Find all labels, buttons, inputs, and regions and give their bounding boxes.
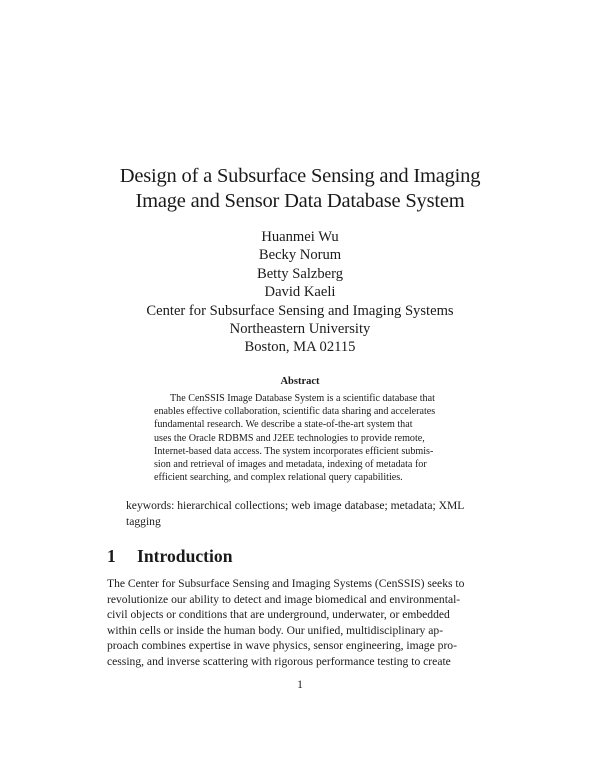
body-line: revolutionize our ability to detect and image biomedical and environmental- — [107, 592, 461, 606]
abstract-line: efficient searching, and complex relational query capabilities. — [154, 472, 403, 484]
body-line: proach combines expertise in wave physics, sensor engineering, image pro- — [107, 639, 457, 652]
abstract-line: Internet-based data access. The system incorporates efficient submis- — [154, 445, 434, 457]
body-line: cessing, and inverse scattering with rigorous performance testing to create — [107, 654, 451, 668]
paper-title — [60, 164, 540, 214]
title-line-2: Image and Sensor Data Database System — [135, 190, 465, 212]
body-line: The Center for Subsurface Sensing and Imaging Systems (CenSSIS) seeks to — [107, 577, 465, 590]
title-line-1: Design of a Subsurface Sensing and Imaging — [119, 165, 481, 187]
section-heading — [107, 546, 233, 567]
affiliation-line: Center for Subsurface Sensing and Imaging Systems — [146, 302, 454, 319]
author-name: Betty Salzberg — [256, 265, 344, 282]
section-body — [107, 576, 495, 669]
author-name: David Kaeli — [264, 284, 336, 301]
abstract-body — [154, 392, 454, 484]
author-name: Huanmei Wu — [261, 229, 339, 245]
affiliation-line: Boston, MA 02115 — [244, 339, 356, 356]
author-block — [60, 228, 540, 357]
abstract-line: uses the Oracle RDBMS and J2EE technologies to provide remote, — [154, 432, 425, 444]
abstract-line: enables effective collaboration, scientific data sharing and accelerates — [154, 406, 436, 418]
keywords-line: keywords: hierarchical collections; web image database; metadata; XML — [126, 499, 465, 512]
page-number: 1 — [297, 678, 303, 691]
body-line: civil objects or conditions that are underground, underwater, or embedded — [107, 608, 450, 621]
abstract-line: The CenSSIS Image Database System is a scientific database that — [170, 393, 435, 404]
affiliation-line: Northeastern University — [229, 321, 371, 338]
abstract-line: fundamental research. We describe a state-of-the-art system that — [154, 419, 413, 431]
section-number: 1 — [107, 546, 116, 566]
abstract-heading: Abstract — [280, 376, 320, 387]
keywords — [126, 498, 496, 529]
keywords-line: tagging — [126, 514, 161, 528]
author-name: Becky Norum — [258, 247, 342, 264]
body-line: within cells or inside the human body. Our unified, multidisciplinary ap- — [107, 623, 444, 637]
abstract-line: sion and retrieval of images and metadata, indexing of metadata for — [154, 459, 427, 471]
section-title: Introduction — [137, 546, 233, 566]
